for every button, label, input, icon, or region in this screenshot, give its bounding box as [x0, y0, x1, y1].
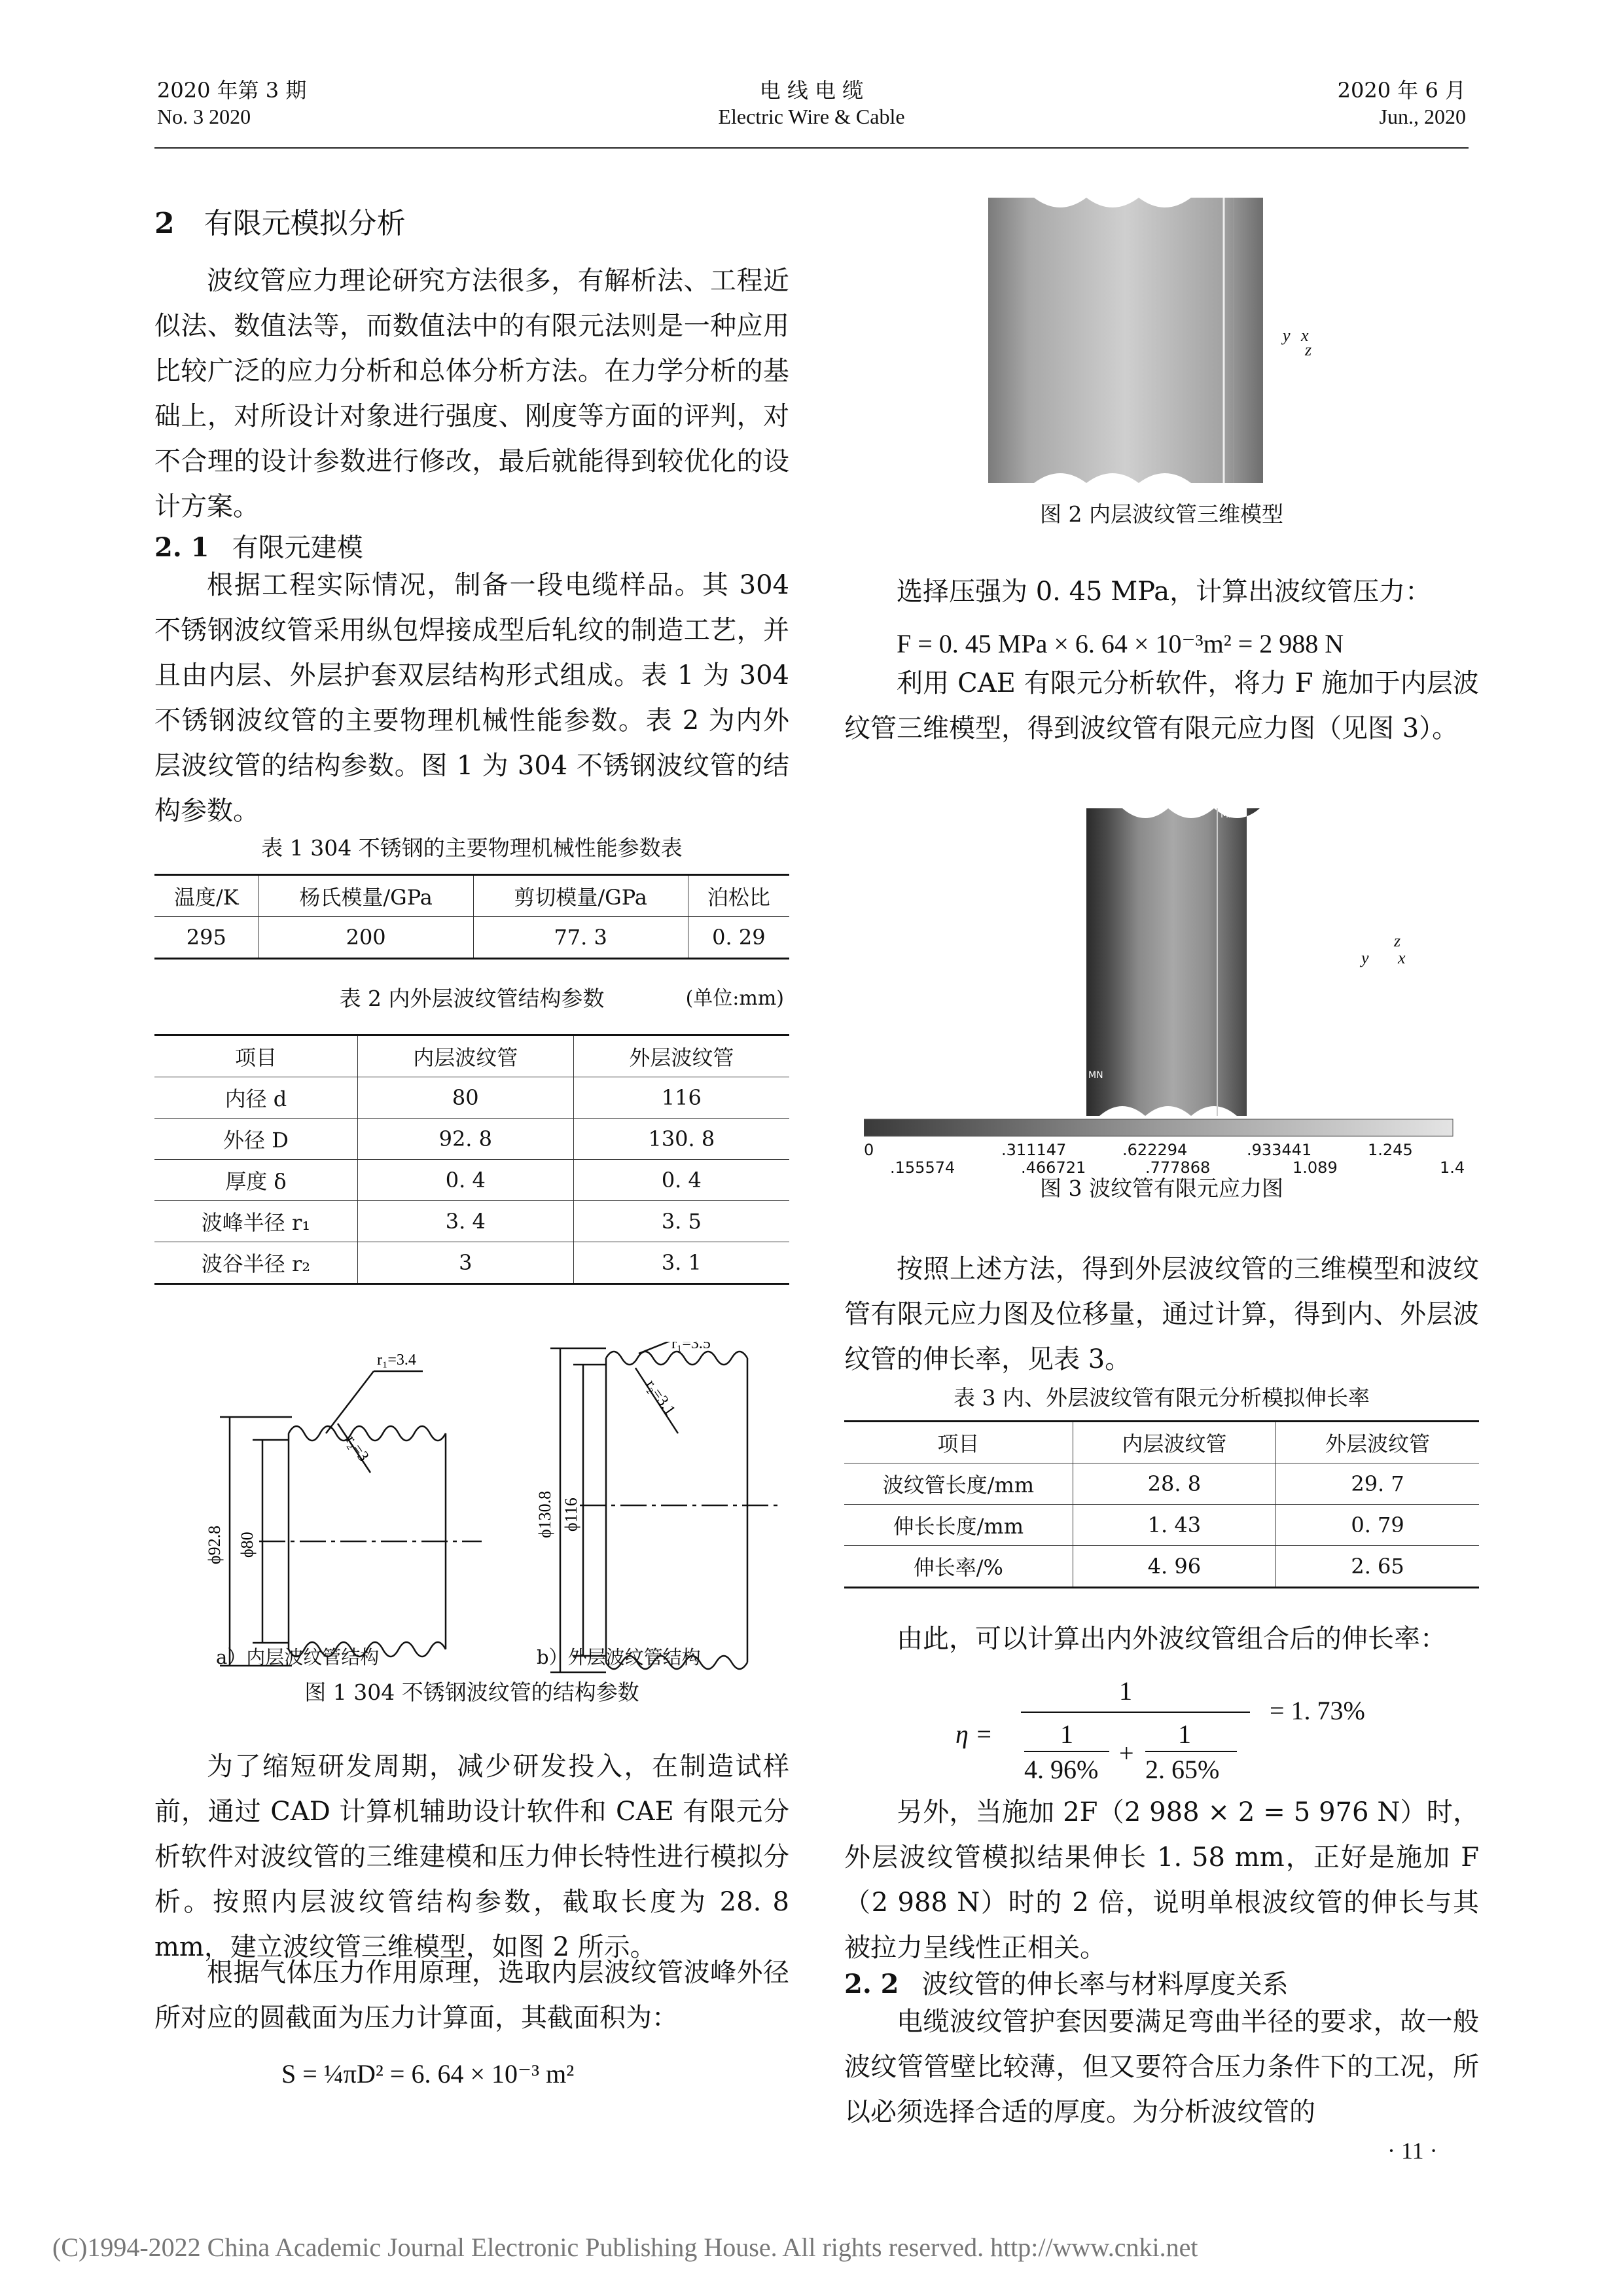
figure3-axis-x: x: [1398, 948, 1406, 967]
table3-header: 内层波纹管: [1073, 1422, 1275, 1463]
table2-cell: 130. 8: [573, 1119, 789, 1160]
journal-title-cn: 电 线 电 缆: [759, 78, 864, 103]
header-date-cn: 2020 年 6 月: [1337, 78, 1466, 103]
table3-cell: 4. 96: [1073, 1546, 1275, 1588]
table1-header: 温度/K: [154, 875, 259, 917]
table2-cell: 0. 4: [357, 1160, 573, 1201]
figure3-colorbar: [864, 1119, 1453, 1136]
subsection-2-2-paragraph: 电缆波纹管护套因要满足弯曲半径的要求，故一般波纹管管壁比较薄，但又要符合压力条件下的工况，所以必须选择合适的厚度。为分析波纹管的: [844, 2007, 1479, 2127]
table2-cell: 外径 D: [154, 1119, 357, 1160]
figure3-axis-z: z: [1394, 931, 1401, 950]
colorbar-tick: .466721: [1021, 1158, 1086, 1177]
eta-a-den: 4. 96%: [1024, 1755, 1099, 1784]
figure1a-r1-label: r₁=3.4: [377, 1352, 416, 1369]
table2-cell: 波谷半径 r₂: [154, 1242, 357, 1284]
table-row: [154, 1077, 789, 1119]
colorbar-tick: 1.089: [1293, 1158, 1338, 1177]
header-center: [648, 77, 975, 130]
table1-header: 泊松比: [688, 875, 789, 917]
figure1b-d-label: ϕ116: [562, 1498, 580, 1532]
table3-cell: 1. 43: [1073, 1505, 1275, 1546]
colorbar-tick: 1.245: [1368, 1141, 1413, 1159]
colorbar-tick: .777868: [1145, 1158, 1211, 1177]
eta-main-fraction-bar: [1021, 1712, 1250, 1713]
right-paragraph-3: 按照上述方法，得到外层波纹管的三维模型和波纹管有限元应力图及位移量，通过计算，得到内、外层波纹管的伸长率，见表 3。: [844, 1254, 1479, 1374]
header-left: [157, 77, 306, 130]
table3: [844, 1420, 1479, 1588]
table2-header: 外层波纹管: [573, 1035, 789, 1077]
subsection-number: 2. 2: [844, 1969, 899, 2000]
table2: [154, 1034, 789, 1285]
figure3-drawing: [864, 808, 1466, 1175]
eta-b-den: 2. 65%: [1145, 1755, 1220, 1784]
formula-S: S = ¼πD² = 6. 64 × 10⁻³ m²: [281, 2059, 575, 2089]
figure2-caption: 图 2 内层波纹管三维模型: [1040, 501, 1283, 527]
table2-cell: 3. 5: [573, 1201, 789, 1242]
table3-cell: 波纹管长度/mm: [844, 1463, 1073, 1505]
eta-plus: +: [1119, 1738, 1134, 1768]
figure2-axis-z: z: [1305, 340, 1312, 359]
figure1b-label: b）外层波纹管结构: [537, 1646, 701, 1668]
figure1a-d-label: ϕ80: [238, 1532, 257, 1558]
figure3-max-label: MX: [1221, 810, 1235, 820]
table-row: [844, 1505, 1479, 1546]
figure2: [988, 190, 1348, 491]
table2-cell: 3: [357, 1242, 573, 1284]
table2-header: 内层波纹管: [357, 1035, 573, 1077]
figure3-min-label: MN: [1088, 1070, 1103, 1081]
table2-caption: 表 2 内外层波纹管结构参数: [339, 986, 605, 1011]
table1: [154, 874, 789, 960]
table2-cell: 0. 4: [573, 1160, 789, 1201]
colorbar-tick: .311147: [1001, 1141, 1067, 1159]
figure2-axis: [1283, 326, 1311, 360]
table3-cell: 28. 8: [1073, 1463, 1275, 1505]
header-date-en: Jun., 2020: [1379, 105, 1466, 128]
table3-header: 外层波纹管: [1276, 1422, 1479, 1463]
table3-cell: 0. 79: [1276, 1505, 1479, 1546]
table2-caption-row: [154, 982, 789, 1013]
header-rule: [154, 147, 1469, 149]
right-paragraph-5: 另外，当施加 2F（2 988 × 2 = 5 976 N）时，外层波纹管模拟结果伸长 1. 58 mm，正好是施加 F（2 988 N）时的 2 倍，说明单根波纹管的伸长与其被拉力呈线性正相关。: [844, 1797, 1479, 1963]
subsection-title: 有限元建模: [232, 533, 363, 563]
eta-numerator: 1: [1119, 1676, 1132, 1706]
table-row: [154, 1201, 789, 1242]
figure1a-pipe: [220, 1371, 482, 1666]
right-paragraph-4: 由此，可以计算出内外波纹管组合后的伸长率：: [897, 1624, 1446, 1654]
eta-a-bar: [1024, 1751, 1109, 1752]
figure2-pipe-model: [988, 198, 1263, 483]
figure1-caption: 图 1 304 不锈钢波纹管的结构参数: [304, 1679, 639, 1705]
table3-cell: 2. 65: [1276, 1546, 1479, 1588]
header-issue-cn: 2020 年第 3 期: [157, 78, 307, 103]
table-row: [844, 1463, 1479, 1505]
section-2-paragraph: 波纹管应力理论研究方法很多，有解析法、工程近似法、数值法等，而数值法中的有限元法则是一种应用比较广泛的应力分析和总体分析方法。在力学分析的基础上，对所设计对象进行强度、刚度等方面的评判，对不合理的设计参数进行修改，最后就能得到较优化的设计方案。: [154, 266, 789, 522]
table2-cell: 波峰半径 r₁: [154, 1201, 357, 1242]
figure1: [154, 1342, 789, 1689]
colorbar-tick: 1.4: [1440, 1158, 1465, 1177]
figure1a-label: a）内层波纹管结构: [216, 1646, 380, 1668]
table2-cell: 3. 1: [573, 1242, 789, 1284]
colorbar-tick: .155574: [890, 1158, 955, 1177]
header-issue-en: No. 3 2020: [157, 105, 251, 128]
figure1a-r2-label: r₂=3: [342, 1432, 372, 1465]
figure1b-D-label: ϕ130.8: [535, 1490, 554, 1538]
page-number: · 11 ·: [1387, 2138, 1438, 2164]
table1-header: 剪切模量/GPa: [473, 875, 688, 917]
formula-eta: [955, 1676, 1414, 1793]
subsection-2-2-heading: [844, 1964, 1289, 2001]
table2-unit: (单位:mm): [685, 987, 784, 1010]
figure1-drawing: [154, 1342, 789, 1689]
eta-lhs: η =: [955, 1719, 993, 1749]
table2-cell: 92. 8: [357, 1119, 573, 1160]
copyright-footer: (C)1994-2022 China Academic Journal Electronic Publishing House. All rights reserved. http://www.cnki.net: [52, 2233, 1198, 2262]
table3-header: 项目: [844, 1422, 1073, 1463]
table2-cell: 3. 4: [357, 1201, 573, 1242]
subsection-number: 2. 1: [154, 532, 209, 563]
subsection-2-1-heading: [154, 527, 363, 564]
header-right: [1338, 77, 1466, 130]
table2-cell: 内径 d: [154, 1077, 357, 1119]
eta-b-num: 1: [1178, 1719, 1191, 1749]
table1-caption: 表 1 304 不锈钢的主要物理机械性能参数表: [261, 835, 683, 861]
section-title: 有限元模拟分析: [204, 207, 406, 240]
table1-cell: 295: [154, 917, 259, 959]
figure3-axis: [1361, 933, 1406, 967]
table-row: [154, 1119, 789, 1160]
table1-cell: 0. 29: [688, 917, 789, 959]
figure3-stress-model: [1086, 808, 1260, 1116]
table3-caption: 表 3 内、外层波纹管有限元分析模拟伸长率: [954, 1385, 1370, 1410]
eta-rhs: = 1. 73%: [1270, 1696, 1365, 1725]
table1-header: 杨氏模量/GPa: [259, 875, 473, 917]
table-row: [154, 1242, 789, 1284]
table-row: [844, 1546, 1479, 1588]
table2-header: 项目: [154, 1035, 357, 1077]
colorbar-tick: 0: [864, 1141, 874, 1159]
figure3: [864, 808, 1466, 1175]
subsection-2-1-paragraph: 根据工程实际情况，制备一段电缆样品。其 304 不锈钢波纹管采用纵包焊接成型后轧纹的制造工艺，并且由内层、外层护套双层结构形式组成。表 1 为 304 不锈钢波纹管的主要物理机械性能参数。表 2 为内外层波纹管的结构参数。图 1 为 304 不锈钢波纹管的结构参数。: [154, 570, 789, 826]
section-number: 2: [154, 207, 175, 240]
colorbar-tick: .933441: [1247, 1141, 1312, 1159]
journal-title-en: Electric Wire & Cable: [718, 105, 905, 128]
left-paragraph-3: 根据气体压力作用原理，选取内层波纹管波峰外径所对应的圆截面为压力计算面，其截面积为：: [154, 1958, 789, 2033]
table-row: [154, 917, 789, 959]
figure1a-D-label: ϕ92.8: [205, 1525, 224, 1564]
table3-cell: 伸长长度/mm: [844, 1505, 1073, 1546]
figure2-axis-y: y: [1283, 326, 1291, 345]
figure2-axis-x: x: [1301, 326, 1309, 345]
right-paragraph-1: 选择压强为 0. 45 MPa，计算出波纹管压力：: [897, 577, 1432, 607]
figure1b-r2-label: r₂=3.1: [642, 1376, 679, 1419]
section-2-heading: [154, 200, 406, 242]
table3-cell: 伸长率/%: [844, 1546, 1073, 1588]
table2-cell: 厚度 δ: [154, 1160, 357, 1201]
table1-cell: 200: [259, 917, 473, 959]
right-paragraph-2: 利用 CAE 有限元分析软件，将力 F 施加于内层波纹管三维模型，得到波纹管有限元应力图（见图 3）。: [844, 668, 1479, 744]
table3-cell: 29. 7: [1276, 1463, 1479, 1505]
left-paragraph-2: 为了缩短研发周期，减少研发投入，在制造试样前，通过 CAD 计算机辅助设计软件和 CAE 有限元分析软件对波纹管的三维建模和压力伸长特性进行模拟分析。按照内层波纹管结构参数，截取长度为 28. 8 mm，建立波纹管三维模型，如图 2 所示。: [154, 1751, 789, 1962]
eta-b-bar: [1145, 1751, 1237, 1752]
table2-cell: 80: [357, 1077, 573, 1119]
subsection-title: 波纹管的伸长率与材料厚度关系: [921, 1969, 1289, 2000]
figure1b-r1-label: r₁=3.5: [671, 1342, 711, 1352]
formula-F: F = 0. 45 MPa × 6. 64 × 10⁻³m² = 2 988 N: [897, 629, 1344, 658]
table-row: [154, 1160, 789, 1201]
colorbar-tick: .622294: [1122, 1141, 1188, 1159]
figure3-caption: 图 3 波纹管有限元应力图: [1040, 1175, 1283, 1201]
table2-cell: 116: [573, 1077, 789, 1119]
table1-cell: 77. 3: [473, 917, 688, 959]
figure3-axis-y: y: [1361, 948, 1369, 967]
eta-a-num: 1: [1060, 1719, 1073, 1749]
